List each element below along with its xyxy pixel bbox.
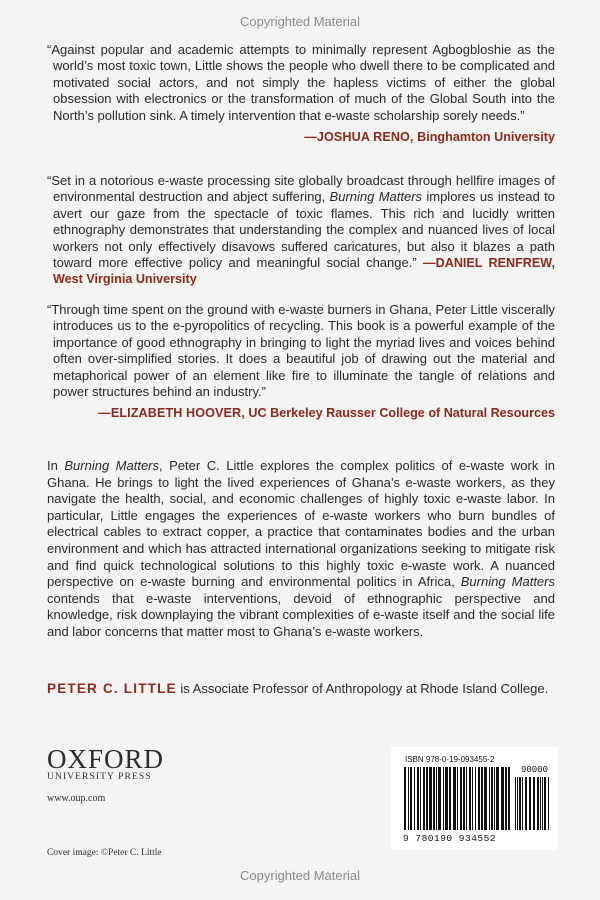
publisher-url: www.oup.com <box>47 793 106 804</box>
blurb-text-part: “Set in a notorious e-waste processing site globally broadcast through hellfire images of environmental destruction and abject suffering, <box>47 173 555 205</box>
blurb-attribution <box>47 130 555 144</box>
blurb-hoover <box>47 302 555 420</box>
price-code: 90000 <box>520 765 548 775</box>
barcode-digits: 9 780190 934552 <box>403 833 497 844</box>
description-part: , Peter C. Little explores the complex politics of e-waste work in Ghana. He brings to light the lived experiences of Ghana’s e-waste workers, as they navigate the health, social, and economic challenges of highly toxic e-waste labor. In particular, Little engages the experiences of e-waste workers who burn bundles of electrical cables to extract copper, a practice that contaminates bodies and the urban environment and which has attracted international organizations seeking to mitigate risk and find quick technological solutions to this highly toxic e-waste work. A nuanced perspective on e-waste burning and environmental politics in Africa, <box>47 458 555 590</box>
cover-credit: Cover image: ©Peter C. Little <box>47 848 162 858</box>
attribution-name: —DANIEL RENFREW, <box>423 256 555 271</box>
author-bio-text: is Associate Professor of Anthropology at Rhode Island College. <box>176 681 549 696</box>
book-title: Burning Matters <box>329 189 423 205</box>
blurb-attribution <box>47 406 555 420</box>
book-title: Burning Matters <box>460 574 555 590</box>
description-part: contends that e-waste interventions, devoid of ethnographic perspective and knowledge, risk downplaying the vibrant complexities of e-waste itself and the social life and labor concerns that matter most to Ghana’s e-waste workers. <box>47 590 555 639</box>
blurb-text-part: implores us instead to avert our gaze from the spectacle of toxic flames. This rich and lucidly written ethnography demonstrates that understanding the complex and nuanced lives of local workers not only effectively disavows suffered caricatures, but also it blazes a path toward more effective policy and meaningful social change.” <box>53 189 555 271</box>
attribution-name: —JOSHUA RENO, <box>304 130 414 145</box>
watermark-bottom: Copyrighted Material <box>240 868 360 883</box>
book-description <box>47 458 555 641</box>
blurb-text: “Against popular and academic attempts to minimally represent Agbogbloshie as the world’s most toxic town, Little shows the people who dwell there to be complicated and motivated social actors, and not simply the hapless victims of either the global obsession with electronics or the transformation of much of the Global South into the North’s pollution sink. A timely intervention that e-waste scholarship sorely needs.” <box>47 42 555 123</box>
description-part: In <box>47 458 65 473</box>
blurb-reno <box>47 42 555 144</box>
watermark-top: Copyrighted Material <box>240 14 360 29</box>
publisher-subtitle: UNIVERSITY PRESS <box>47 772 152 782</box>
attribution-name: —ELIZABETH HOOVER, <box>98 406 245 421</box>
attribution-affiliation: Binghamton University <box>417 130 555 145</box>
author-bio <box>47 681 555 696</box>
book-title: Burning Matters <box>64 458 160 473</box>
publisher-logo <box>47 746 164 782</box>
barcode-panel <box>391 747 558 850</box>
attribution-affiliation: UC Berkeley Rausser College of Natural Resources <box>248 406 555 421</box>
description-text <box>47 458 555 641</box>
blurb-renfrew <box>47 173 555 288</box>
blurb-text: “Through time spent on the ground with e-waste burners in Ghana, Peter Little viscerally introduces us to the e-pyropolitics of recycling. This book is a powerful example of the importance of good ethnography in bringing to light the myriad lives and voices behind often over-simplified stories. It does a beautiful job of drawing out the material and metaphorical power of an element like fire to illuminate the tangle of relations and power structures behind an industry.” <box>47 302 555 400</box>
isbn-text: ISBN 978-0-19-093455-2 <box>405 755 495 764</box>
author-name: PETER C. LITTLE <box>47 681 177 696</box>
blurb-text <box>47 173 555 288</box>
publisher-name: OXFORD <box>47 744 165 774</box>
attribution-affiliation: West Virginia University <box>53 272 197 287</box>
